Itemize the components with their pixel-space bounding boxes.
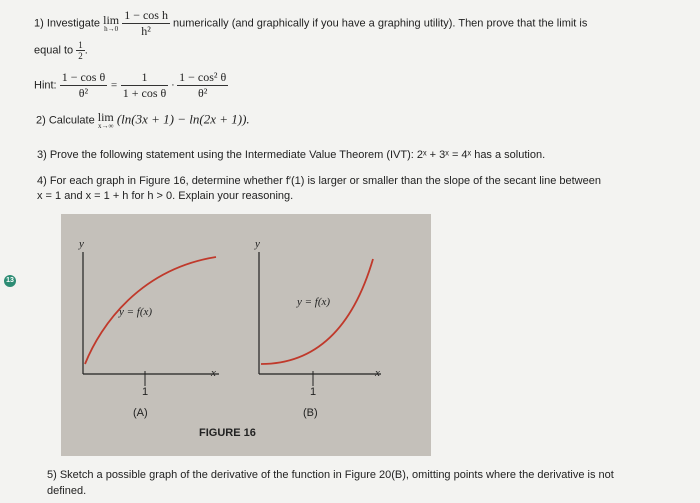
- graph-a-y-label: y: [79, 238, 84, 250]
- page-number-badge: 13: [4, 275, 16, 287]
- problem-3-line: 3) Prove the following statement using the Intermediate Value Theorem (IVT): 2ˣ + 3ˣ = 4ˣ has a solution.: [37, 149, 546, 161]
- graph-a-caption: (A): [133, 407, 148, 419]
- graph-b-y-label: y: [255, 238, 260, 250]
- limit-operator: lim x→∞: [97, 110, 114, 130]
- hint-fraction-1: $\frac{\text{1 − cos θ}}{\text{θ²}}$: [61, 70, 106, 100]
- problem-1-suffix: numerically (and graphically if you have a graphing utility). Then prove that the limit is: [173, 17, 588, 30]
- problem-4-line-1: 4) For each graph in Figure 16, determine whether f′(1) is larger or smaller than the slope of the secant line between: [37, 175, 601, 187]
- half-fraction: $\frac{1}{2}$: [78, 40, 83, 61]
- graph-b-x-label: x: [375, 367, 380, 379]
- problem-1-equal-line: equal to $\frac{1}{2}$ .: [34, 40, 88, 61]
- problem-2-line: 2) Calculate lim x→∞ (ln(3x + 1) − ln(2x + 1)).: [36, 110, 250, 130]
- graph-a-tick-label: 1: [142, 386, 149, 398]
- hint-fraction-3: $\frac{\text{1 − cos² θ}}{\text{θ²}}$: [179, 70, 227, 100]
- graph-b-func-label: y = f(x): [297, 296, 331, 308]
- figure-16: [61, 214, 431, 456]
- hint-line: Hint: $\frac{\text{1 − cos θ}}{\text{θ²}}$ = $\frac{1}{\text{1 + cos θ}}$ · $\frac{\text{1 − cos² θ}}{\text{θ²}}$: [34, 70, 227, 100]
- problem-5-line-2: defined.: [47, 485, 87, 497]
- graph-b-tick-label: 1: [310, 386, 317, 398]
- graph-b-caption: (B): [303, 407, 318, 419]
- problem-1-prefix: 1) Investigate: [34, 17, 101, 30]
- limit-fraction: $\frac{\text{1 − cos h}}{\text{h²}}$: [124, 8, 168, 38]
- hint-label: Hint:: [34, 79, 57, 92]
- problem-1-line: [34, 8, 587, 39]
- problem-5-line-1: 5) Sketch a possible graph of the derivative of the function in Figure 20(B), omitting points where the derivative is not: [47, 469, 614, 481]
- problem-4-line-2: x = 1 and x = 1 + h for h > 0. Explain your reasoning.: [37, 190, 294, 202]
- graph-b-curve: [261, 259, 373, 364]
- figure-title: FIGURE 16: [199, 427, 256, 439]
- limit-operator: lim h→0: [103, 13, 120, 33]
- hint-fraction-2: $\frac{1}{\text{1 + cos θ}}$: [122, 70, 167, 100]
- problem-2-expression: (ln(3x + 1) − ln(2x + 1)).: [116, 111, 250, 127]
- graph-a-func-label: y = f(x): [119, 306, 153, 318]
- figure-16-graphs: [61, 214, 431, 456]
- graph-a-x-label: x: [211, 367, 216, 379]
